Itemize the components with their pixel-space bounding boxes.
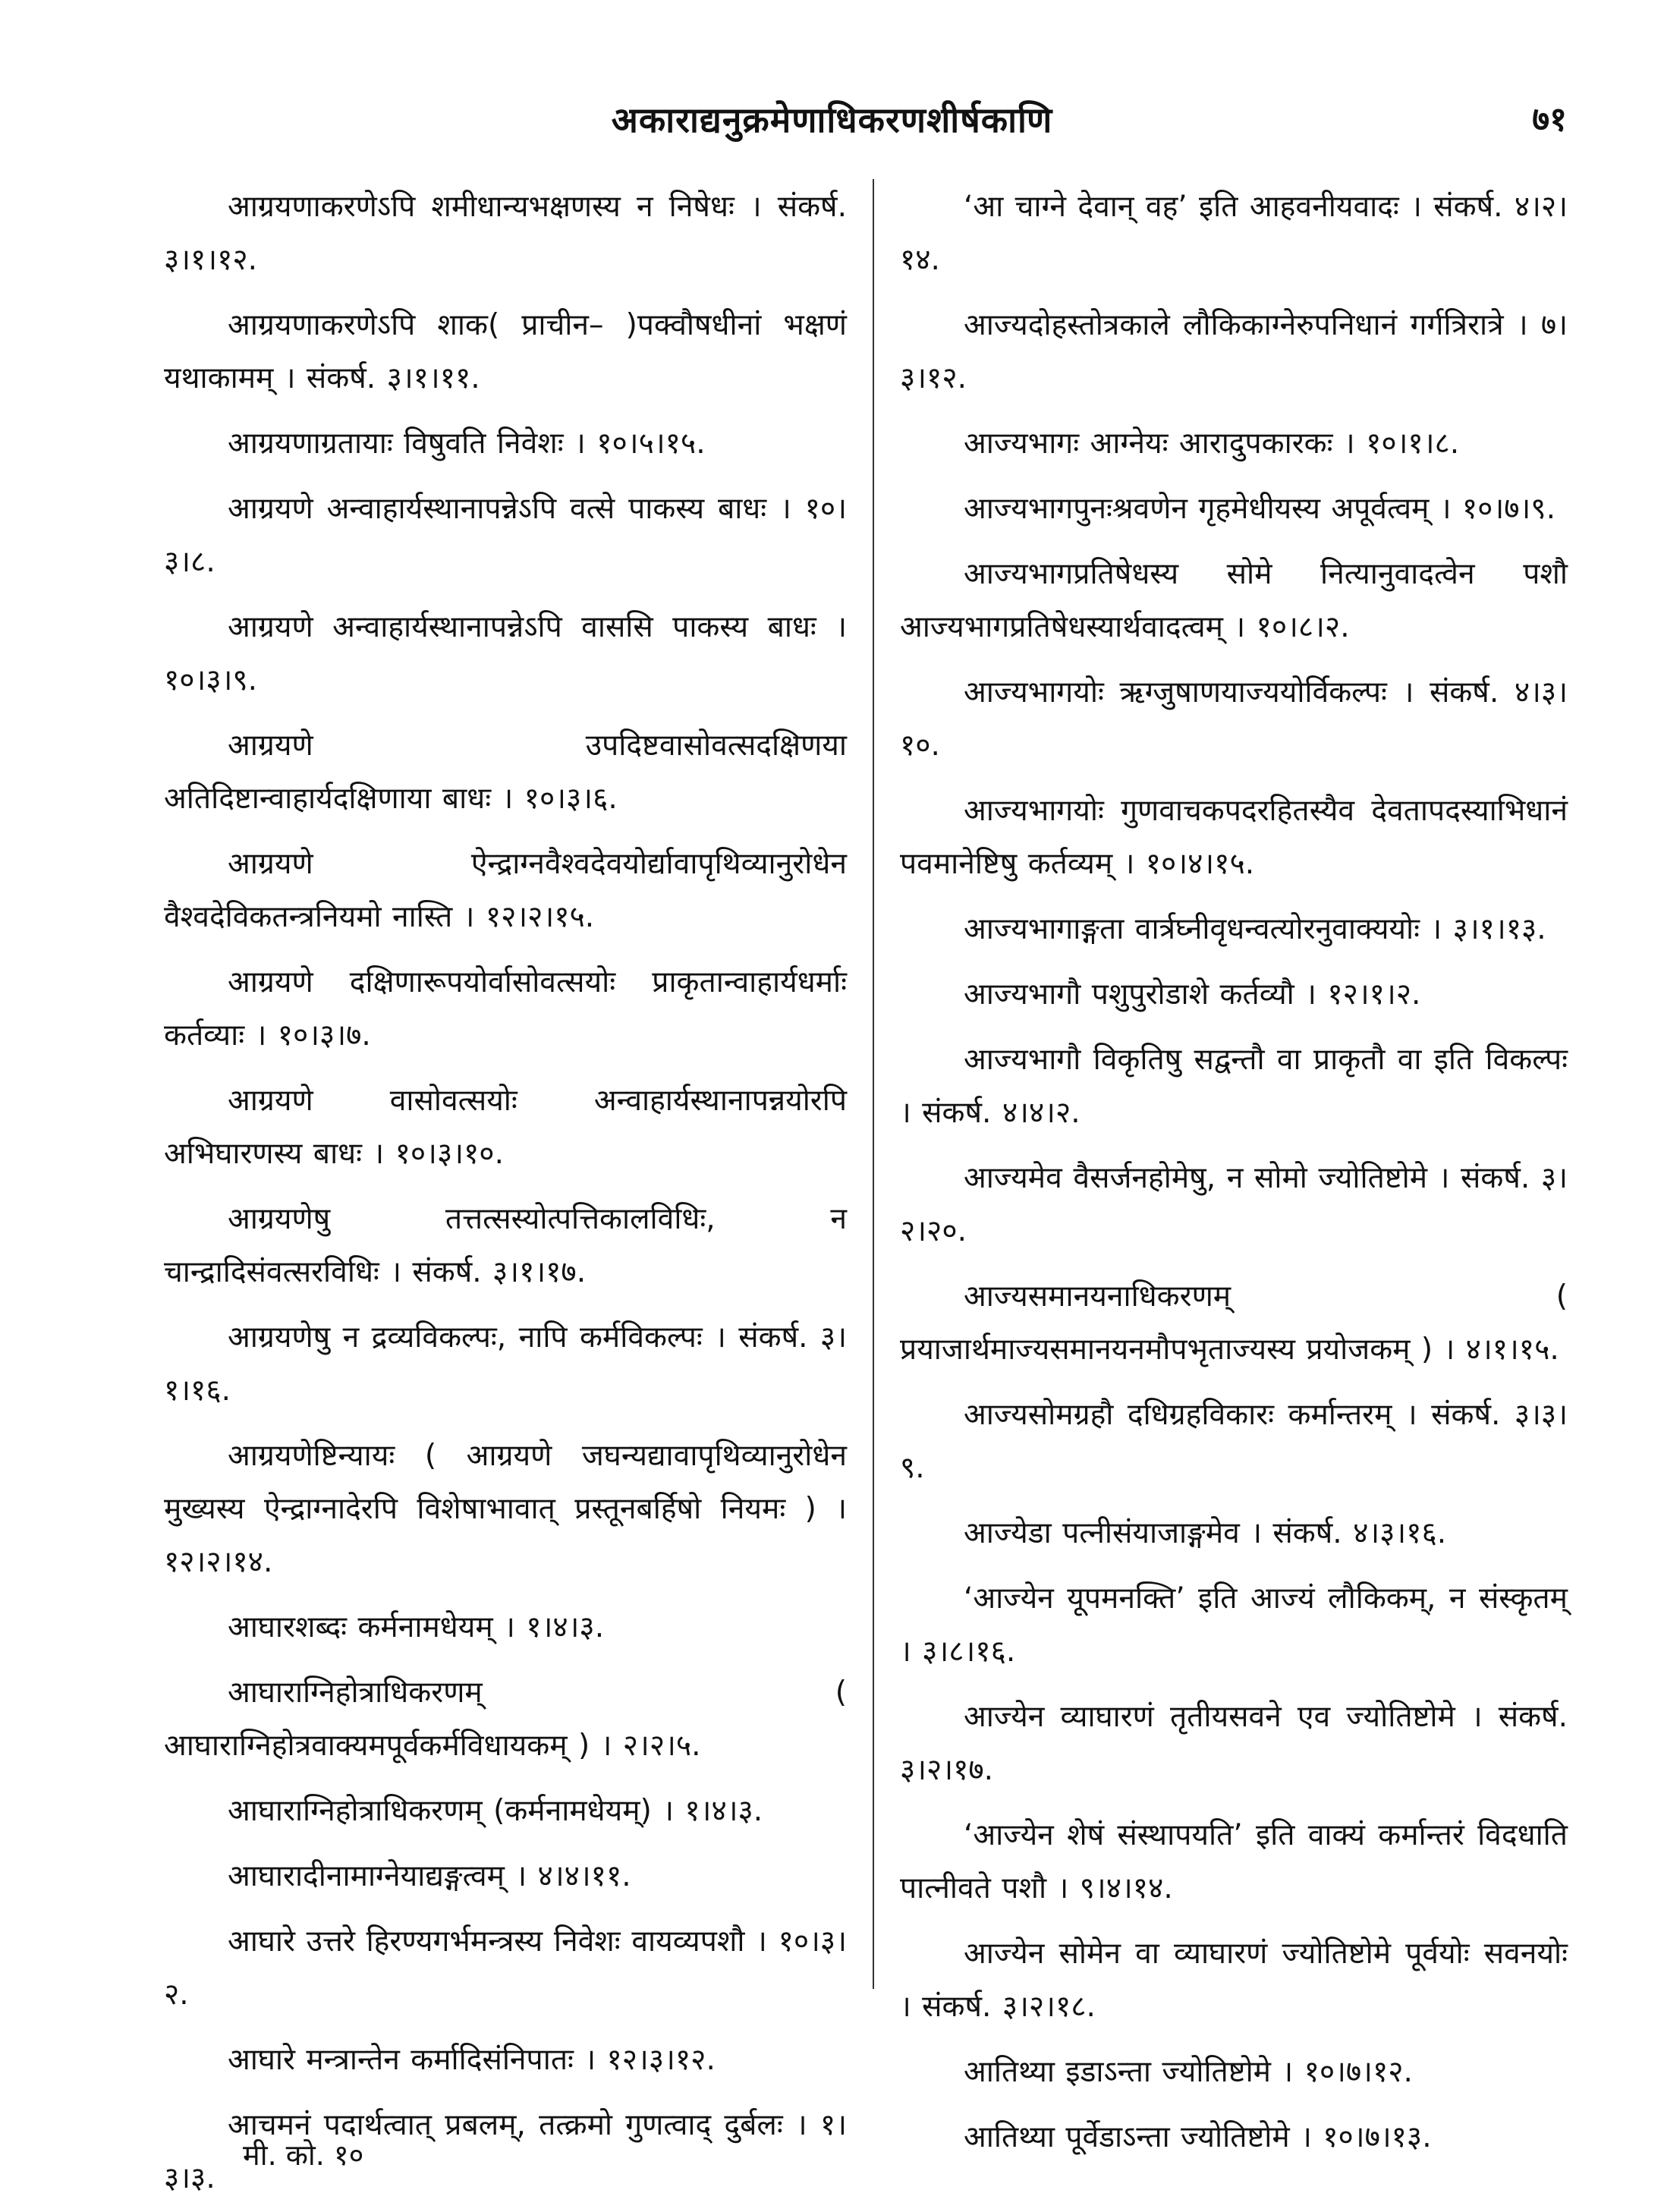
index-entry: ‘आज्येन यूपमनक्ति’ इति आज्यं लौकिकम्, न संस्कृतम् । ३।८।१६. <box>900 1581 1568 1669</box>
right-column <box>900 181 1568 2154</box>
index-entry: आघाराग्निहोत्राधिकरणम् ( आघाराग्निहोत्रवाक्यमपूर्वकर्मविधायकम् ) । २।२।५. <box>164 1676 847 1763</box>
index-entry: आग्रयणेषु तत्तत्सस्योत्पत्तिकालविधिः, न चान्द्रादिसंवत्सरविधिः । संकर्ष. ३।१।१७. <box>164 1202 847 1289</box>
page-header <box>0 90 1664 150</box>
index-entry: आज्यदोहस्तोत्रकाले लौकिकाग्नेरुपनिधानं गर्गत्रिरात्रे । ७।३।१२. <box>900 308 1568 395</box>
index-entry: आघारशब्दः कर्मनामधेयम् । १।४।३. <box>228 1610 605 1644</box>
index-entry: आज्यमेव वैसर्जनहोमेषु, न सोमो ज्योतिष्टोमे । संकर्ष. ३।२।२०. <box>900 1161 1568 1248</box>
index-entry: आघारे मन्त्रान्तेन कर्मादिसंनिपातः । १२।३।१२. <box>228 2043 716 2077</box>
index-entry: आग्रयणे दक्षिणारूपयोर्वासोवत्सयोः प्राकृतान्वाहार्यधर्माः कर्तव्याः । १०।३।७. <box>164 965 847 1053</box>
index-entry: आज्यभागौ विकृतिषु सद्वन्तौ वा प्राकृतौ वा इति विकल्पः । संकर्ष. ४।४।२. <box>900 1043 1568 1130</box>
index-entry: आघारादीनामाग्नेयाद्यङ्गत्वम् । ४।४।११. <box>228 1859 631 1893</box>
index-entry: आज्येडा पत्नीसंयाजाङ्गमेव । संकर्ष. ४।३।१६. <box>964 1516 1447 1550</box>
index-entry: आग्रयणे अन्वाहार्यस्थानापन्नेऽपि वत्से पाकस्य बाधः । १०।३।८. <box>164 492 847 579</box>
index-entry: आज्यभागयोः ऋग्जुषाणयाज्ययोर्विकल्पः । संकर्ष. ४।३।१०. <box>900 675 1568 763</box>
index-entry: ‘आ चाग्ने देवान् वह’ इति आहवनीयवादः । संकर्ष. ४।२।१४. <box>900 190 1568 277</box>
index-entry: आग्रयणाकरणेऽपि शाक( प्राचीन– )पक्वौषधीनां भक्षणं यथाकामम् । संकर्ष. ३।१।११. <box>164 308 847 395</box>
index-entry: आग्रयणे उपदिष्टवासोवत्सदक्षिणया अतिदिष्टान्वाहार्यदक्षिणाया बाधः । १०।३।६. <box>164 728 847 816</box>
index-entry: ‘आज्येन शेषं संस्थापयति’ इति वाक्यं कर्मान्तरं विदधाति पात्नीवते पशौ । ९।४।१४. <box>900 1818 1568 1905</box>
index-entry: आज्यभागौ पशुपुरोडाशे कर्तव्यौ । १२।१।२. <box>964 977 1421 1012</box>
index-entry: आग्रयणेष्टिन्यायः ( आग्रयणे जघन्यद्यावापृथिव्यानुरोधेन मुख्यस्य ऐन्द्राग्नादेरपि विशेषाभावात् प्रस्तूनबर्हिषो नियमः ) । १२।२।१४. <box>164 1439 847 1579</box>
index-entry: आघाराग्निहोत्राधिकरणम् (कर्मनामधेयम्) । १।४।३. <box>228 1794 763 1828</box>
index-entry: आज्यभागप्रतिषेधस्य सोमे नित्यानुवादत्वेन पशौ आज्यभागप्रतिषेधस्यार्थवादत्वम् । १०।८।२. <box>900 557 1568 644</box>
index-entry: आज्येन सोमेन वा व्याघारणं ज्योतिष्टोमे पूर्वयोः सवनयोः । संकर्ष. ३।२।१८. <box>900 1937 1568 2024</box>
index-entry: आज्येन व्याघारणं तृतीयसवने एव ज्योतिष्टोमे । संकर्ष. ३।२।१७. <box>900 1700 1568 1787</box>
index-entry: आज्यभागपुनःश्रवणेन गृहमेधीयस्य अपूर्वत्वम् । १०।७।९. <box>964 492 1555 526</box>
index-entry: आज्यभागः आग्नेयः आरादुपकारकः । १०।१।८. <box>964 426 1460 461</box>
index-entry: आज्यभागयोः गुणवाचकपदरहितस्यैव देवतापदस्याभिधानं पवमानेष्टिषु कर्तव्यम् । १०।४।१५. <box>900 794 1568 881</box>
running-title: अकाराद्यनुक्रमेणाधिकरणशीर्षकाणि <box>611 99 1053 140</box>
index-entry: आघारे उत्तरे हिरण्यगर्भमन्त्रस्य निवेशः वायव्यपशौ । १०।३।२. <box>164 1924 847 2012</box>
page-number: ७१ <box>1532 100 1567 139</box>
index-entry: आग्रयणे वासोवत्सयोः अन्वाहार्यस्थानापन्नयोरपि अभिघारणस्य बाधः । १०।३।१०. <box>164 1084 847 1171</box>
index-entry: आज्यभागाङ्गता वार्त्रघ्नीवृधन्वत्योरनुवाक्ययोः । ३।१।१३. <box>964 912 1546 946</box>
page-signature: मी. को. १० <box>243 2138 364 2172</box>
index-entry: आग्रयणे अन्वाहार्यस्थानापन्नेऽपि वाससि पाकस्य बाधः । १०।३।९. <box>164 610 847 697</box>
index-entry: आग्रयणाग्रतायाः विषुवति निवेशः । १०।५।१५. <box>228 426 706 461</box>
index-entry: आग्रयणाकरणेऽपि शमीधान्यभक्षणस्य न निषेधः । संकर्ष. ३।१।१२. <box>164 190 847 277</box>
index-entry: आग्रयणेषु न द्रव्यविकल्पः, नापि कर्मविकल्पः । संकर्ष. ३।१।१६. <box>164 1320 847 1408</box>
index-entry: आचमनं पदार्थत्वात् प्रबलम्, तत्क्रमो गुणत्वाद् दुर्बलः । १।३।३. <box>164 2108 847 2195</box>
index-entry: आतिथ्या पूर्वेडाऽन्ता ज्योतिष्टोमे । १०।७।१३. <box>964 2120 1432 2154</box>
index-entry: आतिथ्या इडाऽन्ता ज्योतिष्टोमे । १०।७।१२. <box>964 2055 1413 2089</box>
index-entry: आज्यसमानयनाधिकरणम् ( प्रयाजार्थमाज्यसमानयनमौपभृताज्यस्य प्रयोजकम् ) । ४।१।१५. <box>900 1279 1568 1367</box>
index-entry: आज्यसोमग्रहौ दधिग्रहविकारः कर्मान्तरम् । संकर्ष. ३।३।९. <box>900 1398 1568 1485</box>
index-entry: आग्रयणे ऐन्द्राग्नवैश्वदेवयोर्द्यावापृथिव्यानुरोधेन वैश्वदेविकतन्त्रनियमो नास्ति । १२।२।१५. <box>164 847 847 934</box>
